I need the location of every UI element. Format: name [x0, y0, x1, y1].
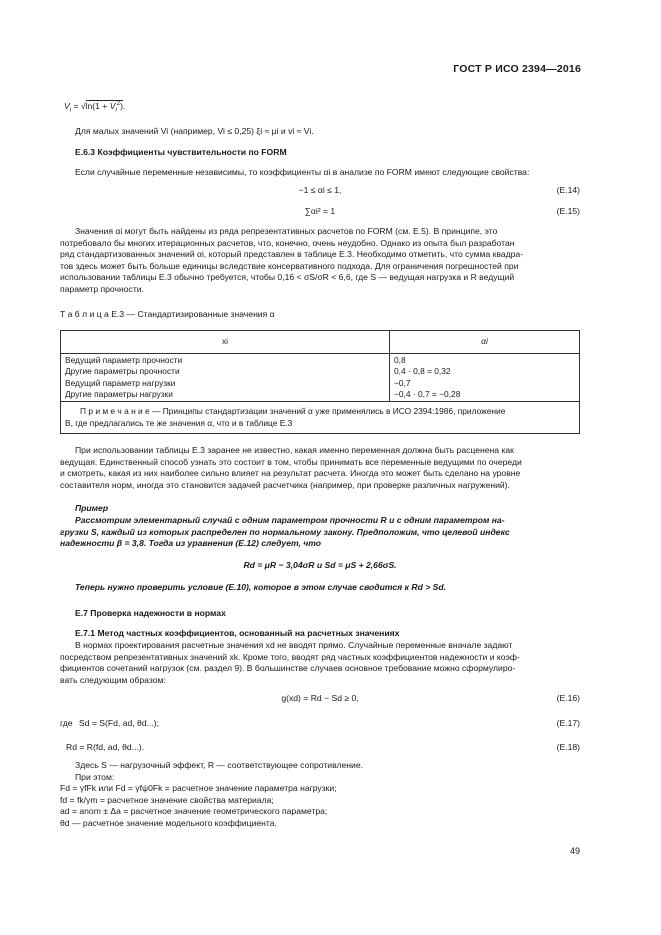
table-values-cell: [390, 354, 580, 402]
paragraph-line: тов здесь может быть больше единицы вследствие консервативного подхода. Для ограничения погрешностей при: [60, 260, 519, 271]
table-header-xi: xi: [61, 331, 390, 354]
equation-e14-number: (Е.14): [556, 185, 580, 195]
table-cell-value: 0,8: [394, 355, 406, 365]
alpha-values-paragraph: [60, 226, 580, 296]
definition-line: ad = anom ± Δa = расчетное значение геометрического параметра;: [60, 806, 328, 817]
definition-line: θd — расчетное значение модельного коэффициента.: [60, 817, 277, 828]
table-caption: [60, 309, 580, 321]
example-equation-formula: Rd = μR − 3,04σR и Sd = μS + 2,66σS.: [243, 560, 397, 570]
table-cell-label: Другие параметры нагрузки: [65, 389, 173, 400]
table-cell-label: Другие параметры прочности: [65, 366, 180, 377]
definition-line: Fd = γfFk или Fd = γfψ0Fk = расчетное значение параметра нагрузки;: [60, 783, 337, 794]
equation-e14: [60, 185, 580, 197]
table-body-row: [61, 354, 580, 402]
formula-vi: $V_i = √\ln(1 + V_i^2)$.: [64, 100, 126, 114]
equation-e18: [60, 742, 580, 754]
example-line: Рассмотрим элементарный случай с одним параметром прочности R и с одним параметром на-: [75, 515, 505, 525]
paragraph-line: посредством репрезентативных значений xk. Кроме того, вводят ряд частных коэффициентов надежности и коэф-: [60, 651, 520, 662]
table-cell-label: Ведущий параметр прочности: [65, 355, 183, 365]
table-caption-text: Е.3 — Стандартизированные значения α: [111, 309, 275, 319]
table-note-text: Принципы стандартизации значений α уже применялись в ИСО 2394:1986, приложение: [160, 406, 506, 417]
definition-line: При этом:: [75, 771, 115, 782]
section-e63-heading: Е.6.3 Коэффициенты чувствительности по FORM: [75, 147, 287, 157]
equation-e17-prefix: где: [60, 718, 73, 728]
paragraph-line: использовании таблицы Е.3 обычно требуется, чтобы 0,16 < σS/σR < 6,6, где S — ведущая нагрузка и R ведущий: [60, 272, 515, 283]
table-cell-value: −0,7: [394, 377, 411, 388]
definition-line: fd = fk/γm = расчетное значение свойства материала;: [60, 794, 274, 805]
equation-e15-formula: ∑αi² = 1: [304, 206, 336, 216]
definition-line: Здесь S — нагрузочный эффект, R — соответствующее сопротивление.: [75, 760, 363, 770]
definitions-block: [60, 760, 580, 830]
equation-e16-number: (Е.16): [556, 693, 580, 703]
equation-e14-formula: −1 ≤ αi ≤ 1,: [298, 185, 342, 195]
example-line: грузки S, каждый из которых распределен по нормальному закону. Предположим, что целевой индекс: [60, 526, 510, 537]
table-note-line2: В, где предлагались те же значения α, что и в таблице Е.3: [65, 417, 293, 428]
paragraph-line: фициентов сочетаний нагрузок (см. раздел 9). В большинстве случаев основное требование можно сформулиро-: [60, 663, 516, 674]
page-number: 49: [570, 846, 581, 856]
equation-e18-formula: Rd = R(fd, ad, θd...).: [66, 742, 145, 752]
table-caption-prefix: Т а б л и ц а: [60, 309, 109, 319]
table-note-row: [61, 402, 580, 434]
section-e63-text: Если случайные переменные независимы, то коэффициенты αi в анализе по FORM имеют следующие свойства:: [75, 167, 530, 177]
paragraph-line: При использовании таблицы Е.3 заранее не известно, какая именно переменная должна быть расценена как: [75, 445, 514, 455]
table-cell-value: 0,4 · 0,8 = 0,32: [394, 366, 451, 377]
equation-e17-number: (Е.17): [556, 718, 580, 728]
equation-e15: [60, 206, 580, 218]
paragraph-line: и смотреть, какая из них наиболее сильно влияет на результат расчета. Иногда это может быть сделано на уровне: [60, 468, 521, 479]
paragraph-line: параметр прочности.: [60, 283, 144, 294]
example-line: надежности β = 3,8. Тогда из уравнения (Е.12) следует, что: [60, 538, 322, 549]
example-title: Пример: [75, 503, 109, 513]
section-e7-heading: Е.7 Проверка надежности в нормах: [75, 608, 226, 618]
equation-e15-number: (Е.15): [556, 206, 580, 216]
small-values-text: Для малых значений Vi (например, Vi ≤ 0,25) ξi ≈ μi и vi ≈ Vi.: [75, 126, 314, 136]
table-cell-label: Ведущий параметр нагрузки: [65, 377, 176, 388]
paragraph-line: составителя норм, иногда это становится задачей расчетчика (например, при проверке различных нагружений).: [60, 479, 510, 490]
table-header-alpha: αi: [390, 331, 580, 354]
page-header: ГОСТ Р ИСО 2394—2016: [453, 63, 581, 75]
section-e71-heading: Е.7.1 Метод частных коэффициентов, основанный на расчетных значениях: [75, 628, 400, 638]
table-header-row: [61, 331, 580, 354]
equation-e17-formula: Sd = S(Fd, ad, θd...);: [79, 718, 160, 728]
section-e71-paragraph: [60, 640, 580, 686]
paragraph-line: потребовало бы многих итерационных расчетов, что, конечно, очень неудобно. Однако из опыта был разработан: [60, 237, 515, 248]
paragraph-line: В нормах проектирования расчетные значения xd не вводят прямо. Случайные переменные вначале задают: [75, 640, 513, 650]
paragraph-line: ряд стандартизованных значений αi, который представлен в таблице Е.3. Необходимо отметить, что сумма квадра-: [60, 249, 524, 260]
example-check-text: Теперь нужно проверить условие (Е.10), которое в этом случае сводится к Rd > Sd.: [75, 582, 446, 592]
standardized-alpha-table: [60, 330, 580, 434]
table-labels-cell: [61, 354, 390, 402]
example-text: [60, 515, 580, 550]
after-table-paragraph: [60, 445, 580, 491]
equation-e17: [60, 718, 580, 730]
equation-e16: [60, 693, 580, 705]
paragraph-line: Значения αi могут быть найдены из ряда репрезентативных расчетов по FORM (см. Е.5). В принципе, это: [75, 226, 498, 236]
paragraph-line: вать следующим образом:: [60, 674, 166, 685]
example-equation: [60, 560, 580, 572]
paragraph-line: ведущая. Единственный способ узнать это состоит в том, чтобы принимать все переменные ведущими по очереди: [60, 456, 522, 467]
equation-e18-number: (Е.18): [556, 742, 580, 752]
table-note-prefix: П р и м е ч а н и е —: [80, 406, 161, 417]
equation-e16-formula: g(xd) = Rd − Sd ≥ 0,: [281, 693, 359, 703]
table-cell-value: −0,4 · 0,7 = −0,28: [394, 389, 461, 400]
